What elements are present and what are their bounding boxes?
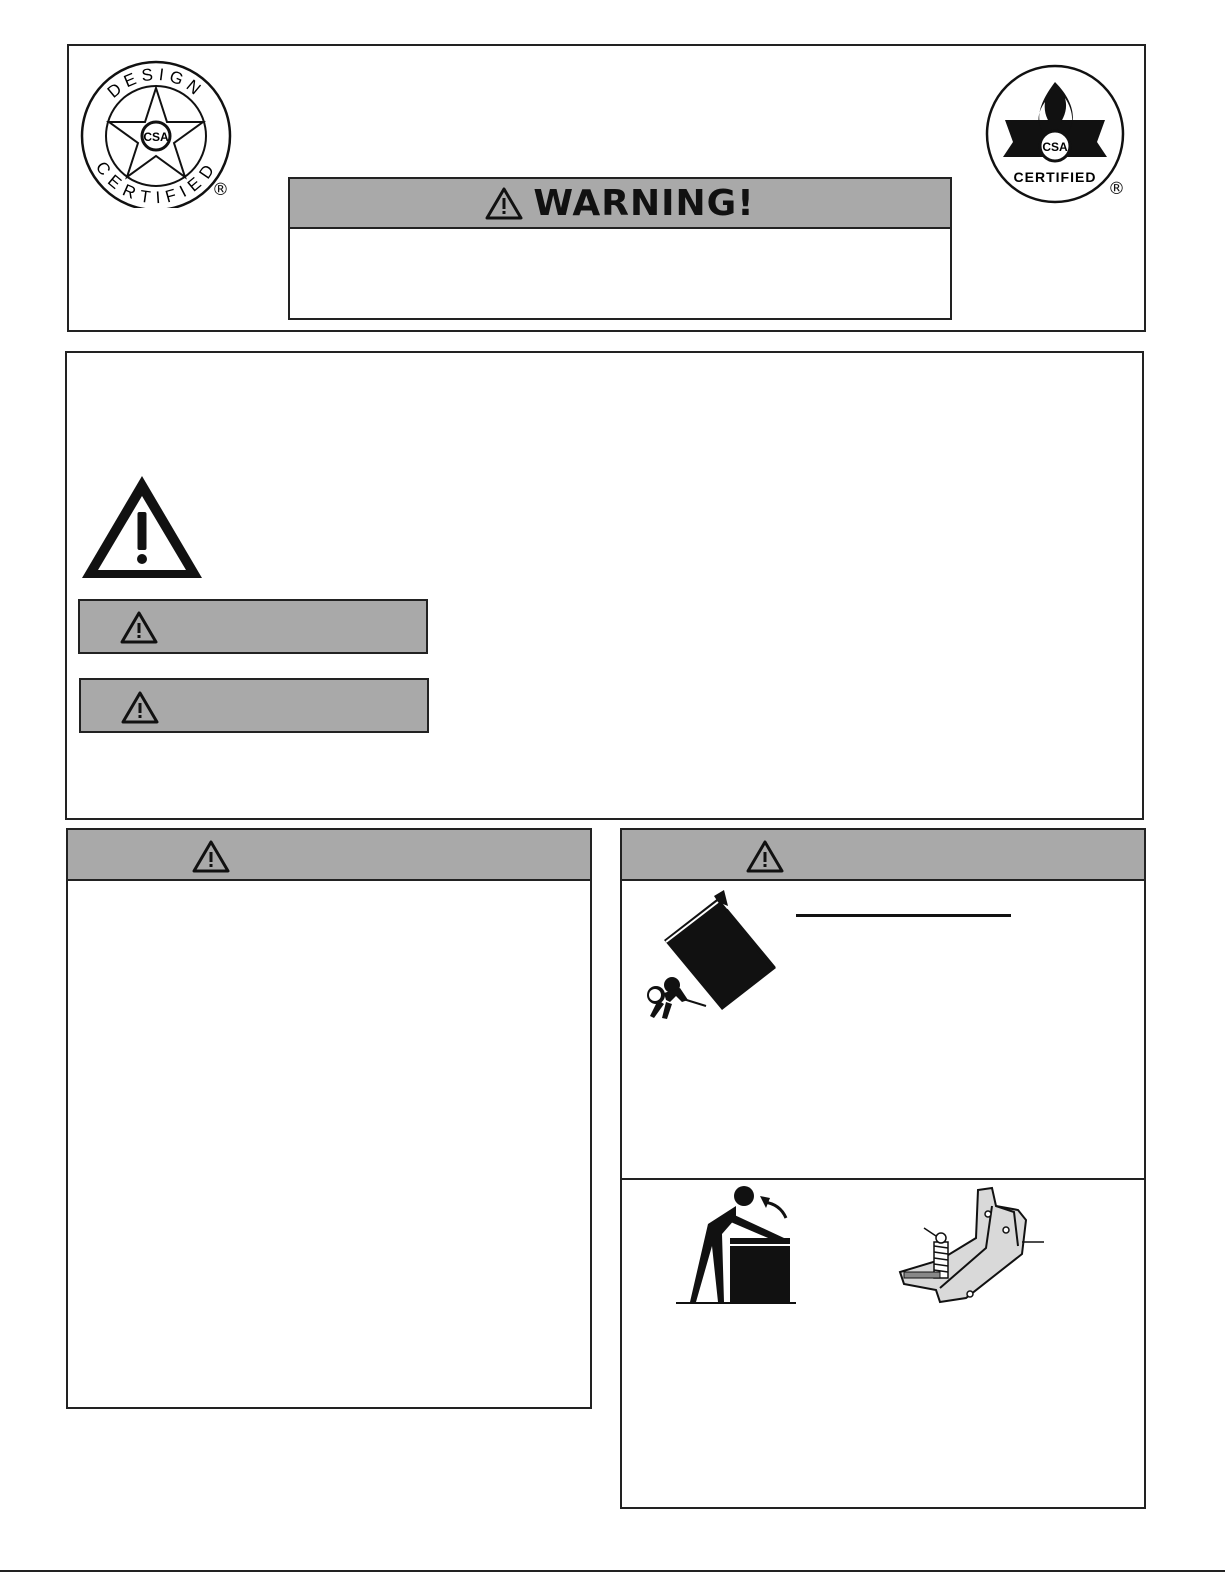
signal-word-bar-warning [79, 678, 429, 733]
left-warning-title-bar [66, 828, 592, 881]
exclamation-triangle-icon [78, 472, 206, 582]
design-seal-top: DESIGN [103, 64, 209, 102]
flame-seal-label: CERTIFIED [1013, 169, 1097, 185]
design-seal-bottom: CERTIFIED [91, 158, 221, 208]
flame-seal-center: CSA [1042, 140, 1068, 154]
safety-info-box [65, 351, 1144, 820]
design-seal-registered: ® [212, 180, 229, 200]
child-tip-over-icon [636, 888, 781, 1023]
flame-seal-registered: ® [1108, 179, 1125, 199]
flame-certified-seal [985, 62, 1127, 207]
anti-tip-bracket-icon [896, 1186, 1048, 1308]
warning-triangle-icon [120, 610, 158, 644]
tip-over-heading-underline [796, 914, 1011, 917]
warning-banner-title-bar [288, 177, 952, 229]
warning-triangle-icon [485, 186, 523, 220]
footer-rule [0, 1570, 1225, 1572]
warning-triangle-icon [192, 839, 230, 873]
person-lifting-range-icon [672, 1184, 800, 1306]
signal-word-bar-danger [78, 599, 428, 654]
right-box-divider [620, 1178, 1146, 1180]
warning-banner-title: WARNING! [533, 182, 755, 224]
left-warning-box [66, 828, 592, 1409]
warning-triangle-icon [746, 839, 784, 873]
warning-triangle-icon [121, 690, 159, 724]
design-seal-center: CSA [143, 130, 169, 144]
right-warning-title-bar [620, 828, 1146, 881]
